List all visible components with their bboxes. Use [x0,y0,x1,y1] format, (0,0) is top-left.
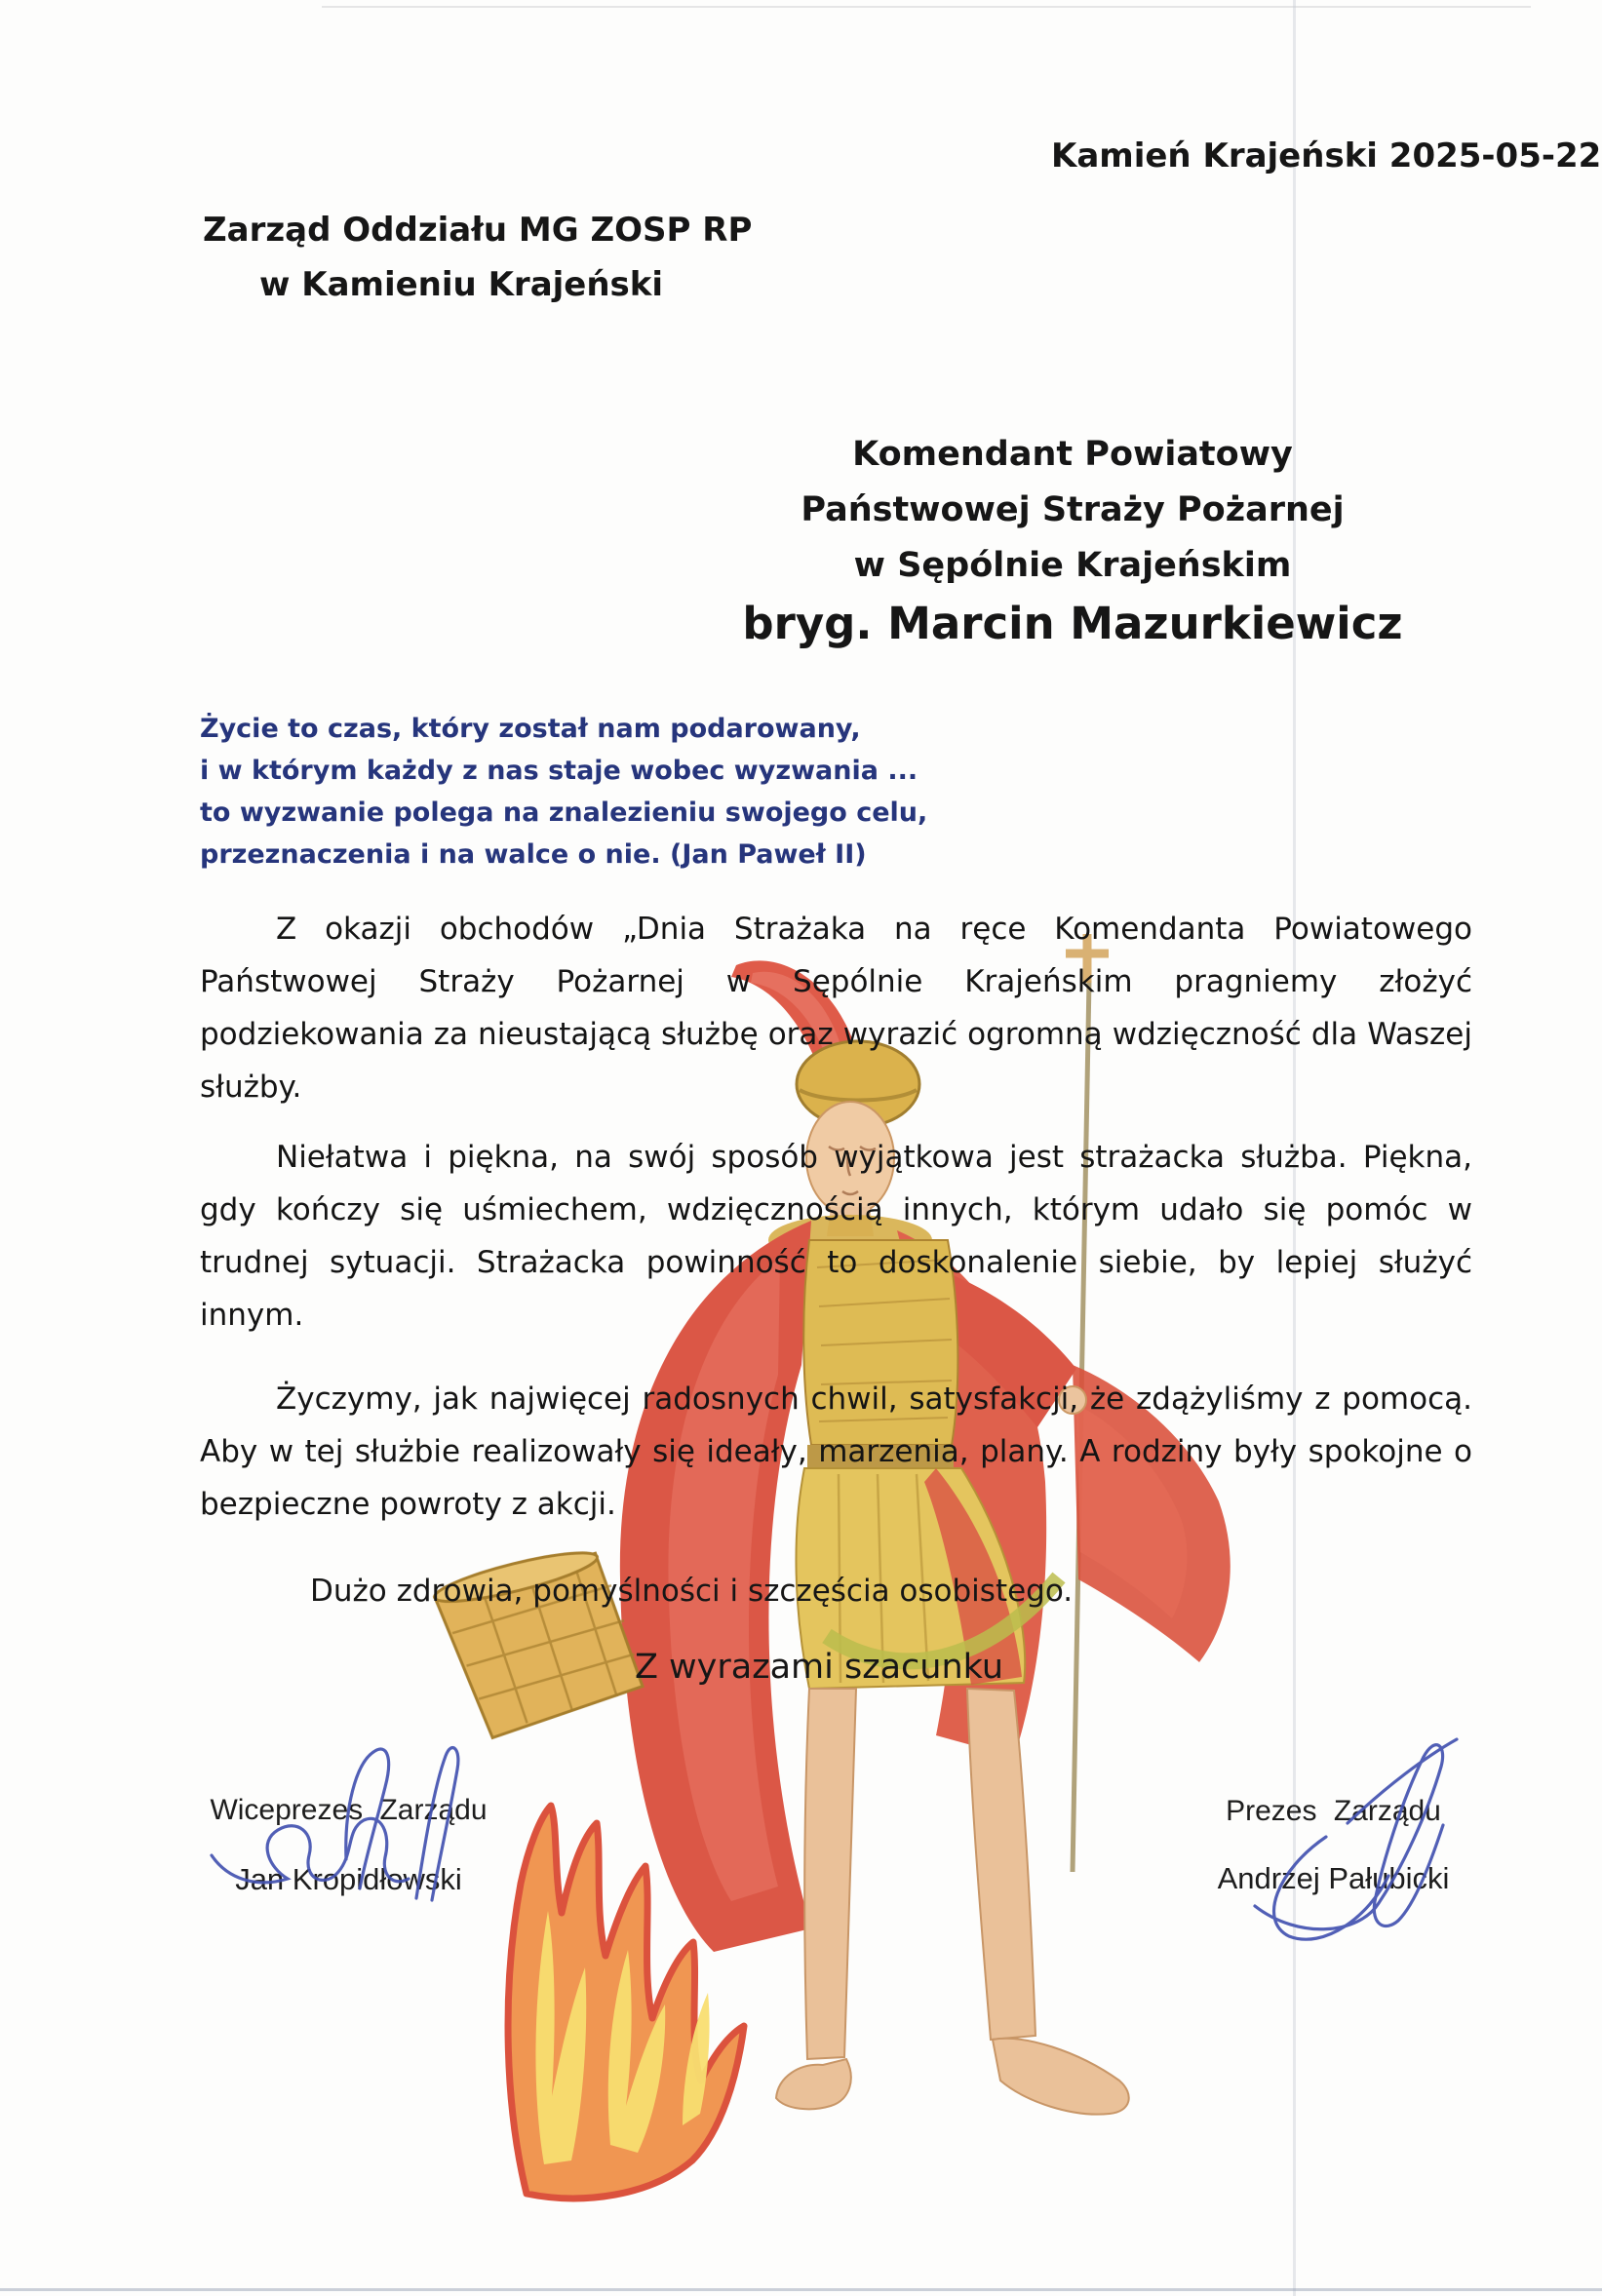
body-paragraph-3: Życzymy, jak najwięcej radosnych chwil, satysfakcji, że zdążyliśmy z pomocą. Aby w tej służbie realizowały się ideały, marzenia, plany. A rodziny były spokojne o bezpieczne powroty z akcji. [200,1381,1472,1522]
place-date: Kamień Krajeński 2025-05-22 [1051,136,1602,175]
recipient-block [683,427,1463,654]
recipient-line-2: Państwowej Straży Pożarnej [801,490,1345,529]
recipient-name: bryg. Marcin Mazurkiewicz [742,598,1403,649]
body-paragraph-2: Niełatwa i piękna, na swój sposób wyjątkowa jest strażacka służba. Piękna, gdy kończy się uśmiechem, wdzięcznością innych, którym udało się pomóc w trudnej sytuacji. Strażacka powinność to doskonalenie siebie, by lepiej służyć innym. [200,1140,1472,1333]
signature-right-title: Prezes Zarządu [1226,1795,1441,1827]
sender-block [203,203,752,312]
body-paragraph-1: Z okazji obchodów „Dnia Strażaka na ręce Komendanta Powiatowego Państwowej Straży Pożarnej w Sępólnie Krajeńskim pragniemy złożyć podziekowania za nieustającą służbę oraz wyrazić ogromną wdzięczność dla Waszej służby. [200,912,1472,1105]
signature-right-ink [1231,1716,1494,1945]
quote-line-4: przeznaczenia i na walce o nie. (Jan Paweł II) [200,839,867,870]
recipient-line-1: Komendant Powiatowy [852,435,1293,474]
signature-left-title: Wiceprezes Zarządu [210,1794,488,1826]
sender-line-1: Zarząd Oddziału MG ZOSP RP [203,211,753,250]
sender-line-2: w Kamieniu Krajeński [259,265,664,304]
quote-line-3: to wyzwanie polega na znalezieniu swojego celu, [200,798,928,828]
valediction: Z wyrazami szacunku [634,1648,1004,1687]
quote-line-1: Życie to czas, który został nam podarowany, [200,714,861,744]
quote-line-2: i w którym każdy z nas staje wobec wyzwania ... [200,756,918,786]
recipient-line-3: w Sępólnie Krajeńskim [853,546,1292,585]
signature-right-name: Andrzej Pałubicki [1217,1861,1450,1895]
motto-quote [200,708,927,876]
closing-wish: Dużo zdrowia, pomyślności i szczęścia osobistego. [310,1574,1074,1609]
signature-left-name: Jan Kropidłowski [235,1862,462,1896]
